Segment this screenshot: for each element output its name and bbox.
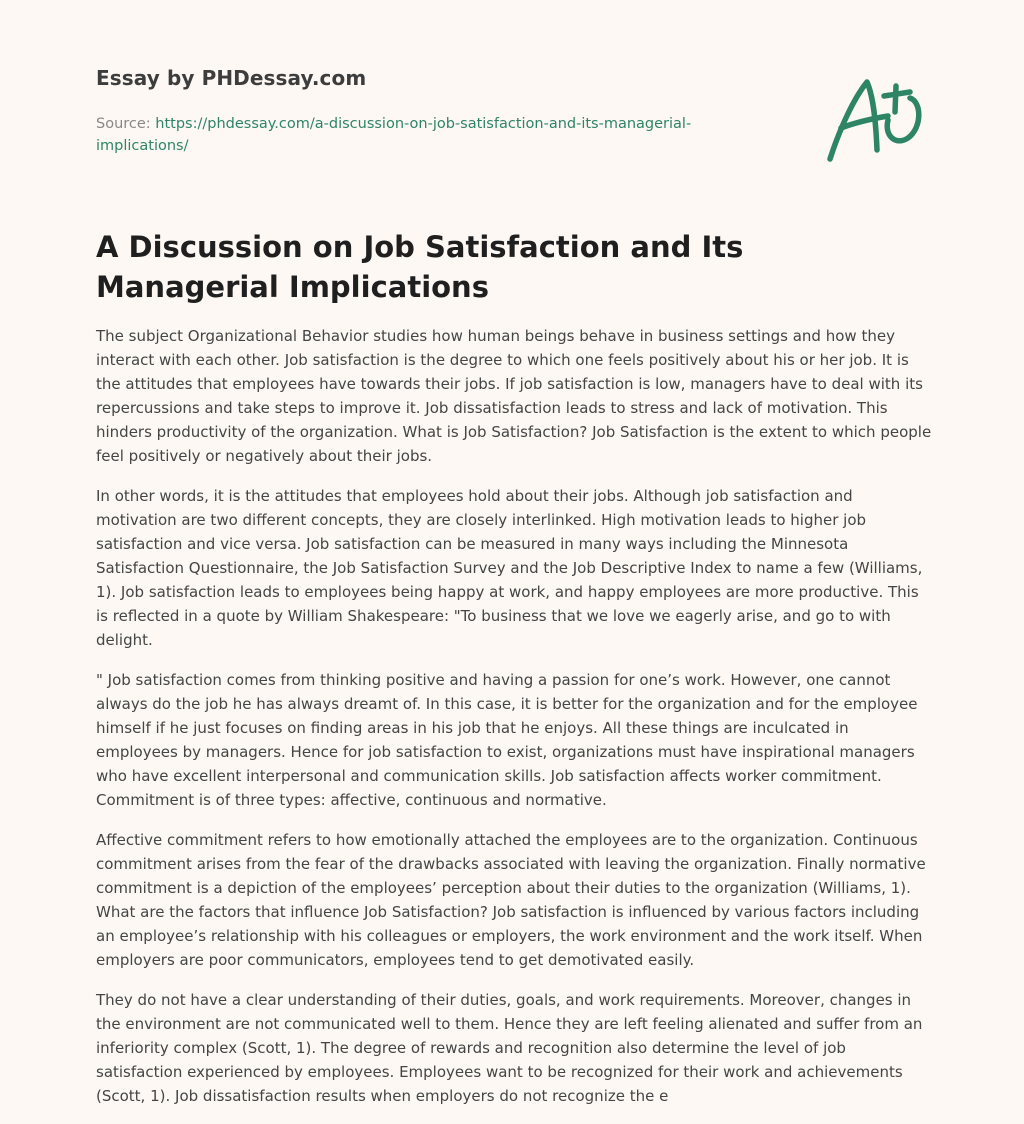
source-link[interactable]: https://phdessay.com/a-discussion-on-job-satisfaction-and-its-managerial-implications/ <box>96 116 692 154</box>
source-label: Source: <box>96 116 156 132</box>
essay-title: A Discussion on Job Satisfaction and Its Managerial Implications <box>96 230 744 304</box>
essay-paragraph: The subject Organizational Behavior studies how human beings behave in business settings and how they interact with each other. Job satisfaction is the degree to which one feels positively about his or her job. It is the attitudes that employees have towards their jobs. If job satisfaction is low, managers have to deal with its repercussions and take steps to improve it. Job dissatisfaction leads to stress and lack of motivation. This hinders productivity of the organization. What is Job Satisfaction? Job Satisfaction is the extent to which people feel positively or negatively about their jobs. <box>96 327 932 465</box>
essay-paragraph: They do not have a clear understanding of their duties, goals, and work requirements. Moreover, changes in the environment are not communicated well to them. Hence they are left feeling alienated and suffer from an inferiority complex (Scott, 1). The degree of rewards and recognition also determine the level of job satisfaction experienced by employees. Employees want to be recognized for their work and achievements (Scott, 1). Job dissatisfaction results when employers do not recognize the e <box>96 991 923 1105</box>
essay-paragraph: " Job satisfaction comes from thinking positive and having a passion for one’s work. However, one cannot always do the job he has always dreamt of. In this case, it is better for the organization and for the employee himself if he just focuses on finding areas in his job that he enjoys. All these things are inculcated in employees by managers. Hence for job satisfaction to exist, organizations must have inspirational managers who have excellent interpersonal and communication skills. Job satisfaction affects worker commitment. Commitment is of three types: affective, continuous and normative. <box>96 671 918 809</box>
essay-paragraph: Affective commitment refers to how emotionally attached the employees are to the organization. Continuous commitment arises from the fear of the drawbacks associated with leaving the organization. Finally normative commitment is a depiction of the employees’ perception about their duties to the organization (Williams, 1). What are the factors that influence Job Satisfaction? Job satisfaction is influenced by various factors including an employee’s relationship with his colleagues or employers, the work environment and the work itself. When employers are poor communicators, employees tend to get demotivated easily. <box>96 831 926 969</box>
a-plus-grade-icon <box>822 68 932 168</box>
essay-paragraph: In other words, it is the attitudes that employees hold about their jobs. Although job satisfaction and motivation are two different concepts, they are closely interlinked. High motivation leads to higher job satisfaction and vice versa. Job satisfaction can be measured in many ways including the Minnesota Satisfaction Questionnaire, the Job Satisfaction Survey and the Job Descriptive Index to name a few (Williams, 1). Job satisfaction leads to employees being happy at work, and happy employees are more productive. This is reflected in a quote by William Shakespeare: "To business that we love we eagerly arise, and go to with delight. <box>96 487 923 649</box>
source-line <box>96 113 736 157</box>
essay-body <box>96 324 934 1124</box>
site-title: Essay by PHDessay.com <box>96 66 367 90</box>
